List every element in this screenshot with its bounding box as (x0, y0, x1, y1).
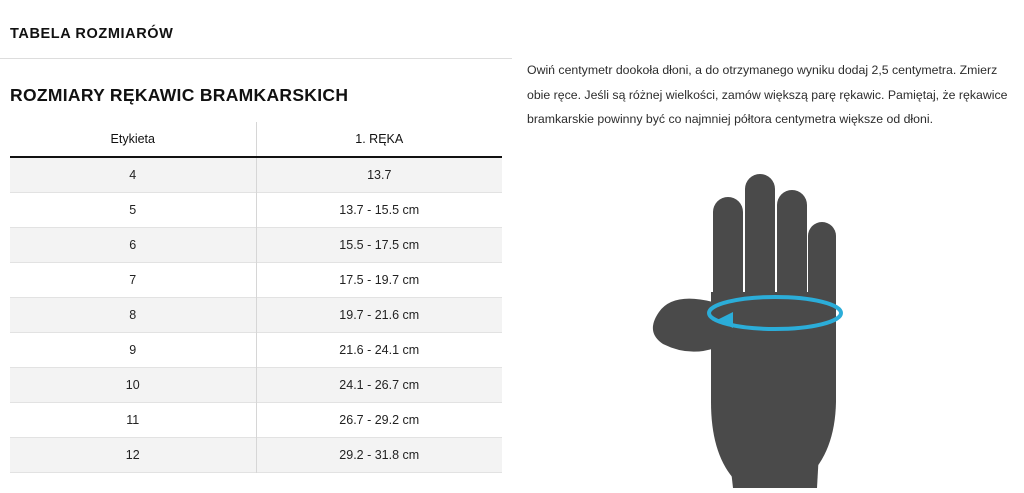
cell-hand: 21.6 - 24.1 cm (256, 332, 502, 367)
table-row (10, 192, 502, 227)
cell-hand: 26.7 - 29.2 cm (256, 402, 502, 437)
table-row (10, 297, 502, 332)
table-row (10, 437, 502, 472)
size-table (10, 122, 502, 473)
cell-hand: 19.7 - 21.6 cm (256, 297, 502, 332)
cell-hand: 17.5 - 19.7 cm (256, 262, 502, 297)
cell-label: 6 (10, 227, 256, 262)
table-row (10, 227, 502, 262)
cell-hand: 13.7 (256, 157, 502, 192)
size-table-header (10, 122, 502, 157)
size-chart-right-panel (512, 0, 1024, 488)
page-title: TABELA ROZMIARÓW (10, 26, 174, 42)
cell-label: 8 (10, 297, 256, 332)
cell-label: 12 (10, 437, 256, 472)
column-header-hand: 1. RĘKA (256, 122, 502, 157)
cell-label: 7 (10, 262, 256, 297)
cell-label: 11 (10, 402, 256, 437)
table-header-row (10, 122, 502, 157)
table-row (10, 157, 502, 192)
measurement-instructions: Owiń centymetr dookoła dłoni, a do otrzymanego wyniku dodaj 2,5 centymetra. Zmierz obie ręce. Jeśli są różnej wielkości, zamów większą parę rękawic. Pamiętaj, że rękawice bramkarskie powinny być co najmniej półtora centymetra większe od dłoni. (527, 63, 1008, 127)
cell-hand: 15.5 - 17.5 cm (256, 227, 502, 262)
size-table-body (10, 157, 502, 472)
table-row (10, 332, 502, 367)
section-title: ROZMIARY RĘKAWIC BRAMKARSKICH (10, 85, 349, 105)
cell-label: 5 (10, 192, 256, 227)
cell-hand: 13.7 - 15.5 cm (256, 192, 502, 227)
cell-label: 10 (10, 367, 256, 402)
size-chart-left-panel (0, 0, 512, 488)
hand-measurement-illustration (637, 152, 897, 488)
cell-label: 4 (10, 157, 256, 192)
column-header-label: Etykieta (10, 122, 256, 157)
cell-hand: 24.1 - 26.7 cm (256, 367, 502, 402)
header-divider (0, 58, 512, 59)
table-row (10, 402, 502, 437)
table-row (10, 367, 502, 402)
cell-hand: 29.2 - 31.8 cm (256, 437, 502, 472)
cell-label: 9 (10, 332, 256, 367)
hand-diagram-icon (637, 152, 897, 488)
table-row (10, 262, 502, 297)
